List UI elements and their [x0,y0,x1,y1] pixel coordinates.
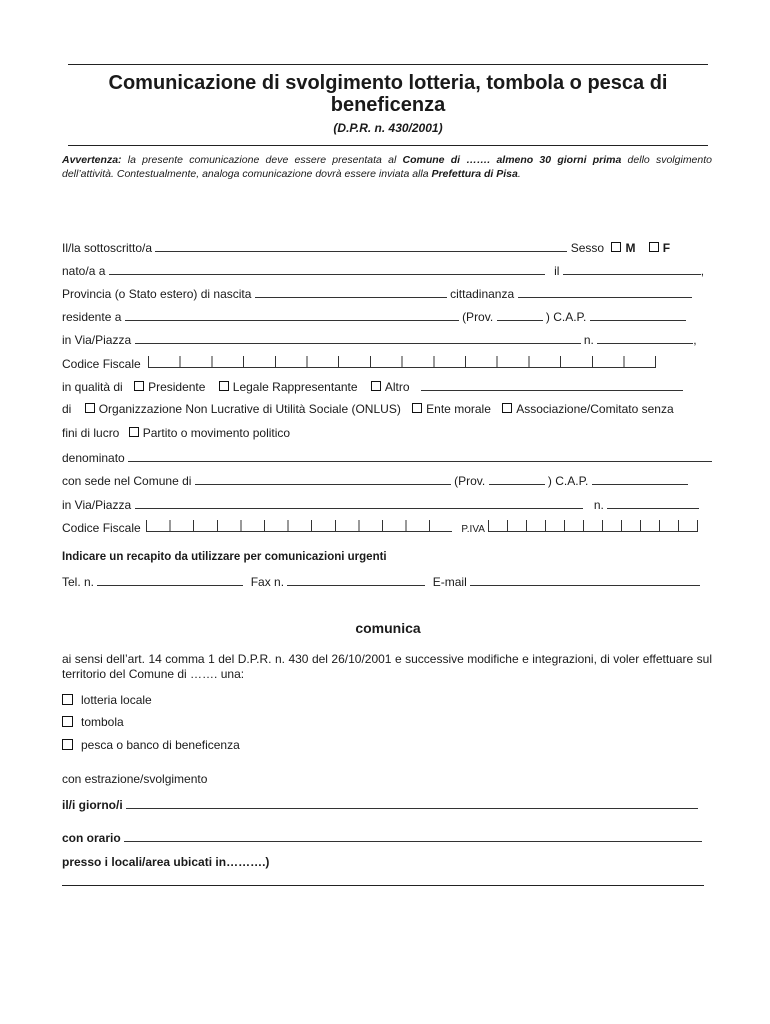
label-altro: Altro [384,380,410,394]
warning-label: Avvertenza: [62,154,122,166]
field-fax[interactable] [287,574,425,586]
field-codice-fiscale[interactable] [148,356,656,368]
field-piva[interactable] [488,520,698,532]
field-cap[interactable] [590,309,686,321]
warning-comune: Comune di ……. almeno 30 giorni prima [402,154,622,166]
option-lotteria [62,693,152,707]
row-qualita [62,379,712,394]
field-residente[interactable] [125,309,459,321]
checkbox-onlus[interactable] [85,403,95,413]
label-sesso: Sesso [570,241,605,255]
checkbox-sesso-m[interactable] [611,242,621,252]
checkbox-tombola[interactable] [62,716,73,727]
label-cap-2: ) C.A.P. [547,474,589,488]
field-denominato[interactable] [128,450,712,462]
field-prov[interactable] [497,309,543,321]
field-civico[interactable] [597,332,693,344]
label-codice-fiscale-2: Codice Fiscale [62,521,141,535]
label-sesso-f: F [662,241,671,255]
label-fini-lucro: fini di lucro [62,426,120,440]
row-cf-piva [62,520,712,537]
field-cittadinanza[interactable] [518,286,692,298]
comma: , [700,264,705,278]
label-orario: con orario [62,831,121,845]
label-cittadinanza: cittadinanza [450,287,515,301]
label-n-sede: n. [593,498,604,512]
row-nato [62,263,712,278]
field-sottoscritto[interactable] [155,240,567,252]
field-civico-sede[interactable] [607,497,699,509]
row-fini-lucro [62,426,712,440]
label-pesca: pesca o banco di beneficenza [81,738,240,752]
form-title: Comunicazione di svolgimento lotteria, tombola o pesca di beneficenza [108,72,668,116]
field-email[interactable] [470,574,700,586]
row-sottoscritto [62,240,712,255]
field-provincia[interactable] [255,286,447,298]
label-codice-fiscale: Codice Fiscale [62,357,141,371]
option-tombola [62,715,124,729]
row-contatti [62,574,712,589]
label-il: il [554,264,560,278]
label-prov: (Prov. [462,310,494,324]
label-partito: Partito o movimento politico [142,426,291,440]
field-sede-comune[interactable] [195,473,451,485]
field-via-sede[interactable] [135,497,583,509]
label-via: in Via/Piazza [62,333,132,347]
field-giorno[interactable] [126,797,698,809]
label-tombola: tombola [81,715,124,729]
label-n: n. [583,333,594,347]
row-denominato [62,450,712,465]
checkbox-pesca[interactable] [62,739,73,750]
label-sesso-m: M [625,241,636,255]
field-sede-cap[interactable] [592,473,688,485]
label-estrazione: con estrazione/svolgimento [62,772,208,786]
label-cap: ) C.A.P. [545,310,587,324]
label-ente-morale: Ente morale [426,402,491,416]
row-provincia [62,286,712,301]
row-orario [62,830,712,845]
label-onlus: Organizzazione Non Lucrative di Utilità Sociale (ONLUS) [98,402,401,416]
checkbox-partito[interactable] [129,427,139,437]
label-lotteria: lotteria locale [81,693,152,707]
field-sede-prov[interactable] [489,473,545,485]
field-nato[interactable] [109,263,545,275]
row-tipo-ente [62,402,712,416]
label-via-sede: in Via/Piazza [62,498,132,512]
row-sede [62,473,712,488]
label-sede: con sede nel Comune di [62,474,192,488]
field-locali[interactable] [62,885,704,886]
label-di: di [62,402,72,416]
label-tel: Tel. n. [62,575,95,589]
checkbox-associazione[interactable] [502,403,512,413]
checkbox-altro[interactable] [371,381,381,391]
checkbox-ente-morale[interactable] [412,403,422,413]
checkbox-legale[interactable] [219,381,229,391]
label-sottoscritto: Il/la sottoscritto/a [62,241,153,255]
warning-end: . [517,168,521,180]
comunica-heading: comunica [355,620,421,636]
option-pesca [62,738,240,752]
row-via [62,332,712,347]
row-residente [62,309,712,324]
warning-note [62,153,712,181]
comma-2: , [693,333,697,347]
field-orario[interactable] [124,830,702,842]
row-via-sede [62,497,712,512]
recapito-heading: Indicare un recapito da utilizzare per comunicazioni urgenti [62,551,387,563]
label-presidente: Presidente [148,380,206,394]
label-piva: P.IVA [461,524,485,535]
warning-prefettura: Prefettura di Pisa [431,168,518,180]
warning-text-1: la presente comunicazione deve essere presentata al [121,154,403,166]
field-codice-fiscale-ente[interactable] [146,520,452,532]
label-provincia: Provincia (o Stato estero) di nascita [62,287,252,301]
warning-text-2: dello svolgimento dell’attività. Contestualmente, analoga comunicazione dovrà essere inviata alla [62,154,712,180]
field-data-nascita[interactable] [563,263,701,275]
label-prov-2: (Prov. [454,474,486,488]
label-qualita: in qualità di [62,380,123,394]
top-rule [68,64,708,65]
label-locali: presso i locali/area ubicati in……….) [62,855,270,869]
checkbox-presidente[interactable] [134,381,144,391]
field-via[interactable] [135,332,581,344]
label-denominato: denominato [62,451,125,465]
field-altro[interactable] [421,379,683,391]
label-residente: residente a [62,310,122,324]
form-subtitle: (D.P.R. n. 430/2001) [333,121,443,135]
row-giorno [62,797,712,812]
field-tel[interactable] [97,574,243,586]
row-codice-fiscale [62,356,712,371]
label-giorno: il/i giorno/i [62,798,123,812]
title-rule [68,145,708,146]
label-nato: nato/a a [62,264,106,278]
comunica-paragraph: ai sensi dell’art. 14 comma 1 del D.P.R. n. 430 del 26/10/2001 e successive modifiche e integrazioni, di voler effettuare sul territorio del Comune di ……. una: [62,652,712,681]
label-associazione: Associazione/Comitato senza [516,402,674,416]
checkbox-sesso-f[interactable] [649,242,659,252]
label-email: E-mail [432,575,467,589]
checkbox-lotteria[interactable] [62,694,73,705]
label-fax: Fax n. [250,575,285,589]
label-legale: Legale Rappresentante [232,380,358,394]
